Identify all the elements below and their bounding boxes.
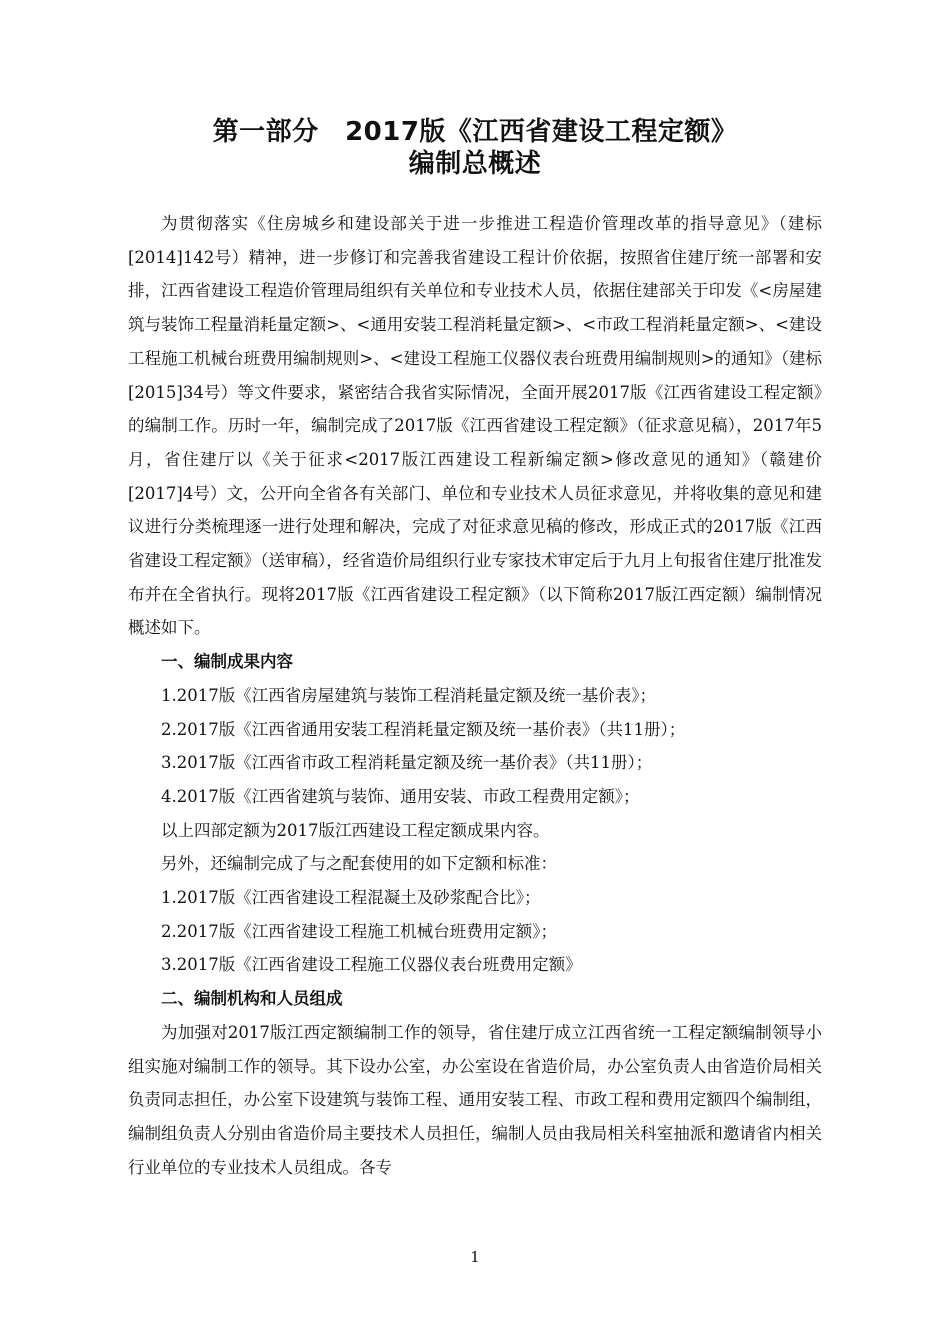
section-1-item-4: 4.2017版《江西省建筑与装饰、通用安装、市政工程费用定额》； bbox=[161, 786, 640, 806]
section-1-item-3: 3.2017版《江西省市政工程消耗量定额及统一基价表》（共11册）； bbox=[161, 753, 653, 773]
section-1-extra-item-1: 1.2017版《江西省建设工程混凝土及砂浆配合比》； bbox=[161, 888, 541, 908]
section-1-extra-intro: 另外，还编制完成了与之配套使用的如下定额和标准： bbox=[161, 854, 557, 874]
section-1-item-2: 2.2017版《江西省通用安装工程消耗量定额及统一基价表》（共11册）； bbox=[161, 719, 686, 739]
section-1-summary: 以上四部定额为2017版江西建设工程定额成果内容。 bbox=[161, 820, 550, 840]
document-title-line-2: 编制总概述 bbox=[408, 149, 542, 179]
document-title-line-1: 第一部分 2017版《江西省建设工程定额》 bbox=[212, 117, 738, 147]
section-2-heading: 二、编制机构和人员组成 bbox=[161, 989, 343, 1009]
section-1-extra-item-2: 2.2017版《江西省建设工程施工机械台班费用定额》； bbox=[161, 921, 557, 941]
page-number: 1 bbox=[470, 1248, 480, 1266]
document-body bbox=[128, 207, 822, 1184]
intro-paragraph: 为贯彻落实《住房城乡和建设部关于进一步推进工程造价管理改革的指导意见》（建标[2014]142号）精神，进一步修订和完善我省建设工程计价依据，按照省住建厅统一部署和安排，江西省建设工程造价管理局组织有关单位和专业技术人员，依据住建部关于印发《<房屋建筑与装饰工程量消耗量定额>、<通用安装工程消耗量定额>、<市政工程消耗量定额>、<建设工程施工机械台班费用编制规则>、<建设工程施工仪器仪表台班费用编制规则>的通知》（建标[2015]34号）等文件要求，紧密结合我省实际情况，全面开展2017版《江西省建设工程定额》的编制工作。历时一年，编制完成了2017版《江西省建设工程定额》（征求意见稿），2017年5月，省住建厅以《关于征求<2017版江西建设工程新编定额>修改意见的通知》（赣建价[2017]4号）文，公开向全省各有关部门、单位和专业技术人员征求意见，并将收集的意见和建议进行分类梳理逐一进行处理和解决，完成了对征求意见稿的修改，形成正式的2017版《江西省建设工程定额》（送审稿），经省造价局组织行业专家技术审定后于九月上旬报省住建厅批准发布并在全省执行。现将2017版《江西省建设工程定额》（以下简称2017版江西定额）编制情况概述如下。 bbox=[128, 214, 822, 638]
section-1-item-1: 1.2017版《江西省房屋建筑与装饰工程消耗量定额及统一基价表》； bbox=[161, 685, 656, 705]
section-1-extra-item-3: 3.2017版《江西省建设工程施工仪器仪表台班费用定额》 bbox=[161, 955, 582, 975]
section-2-paragraph: 为加强对2017版江西定额编制工作的领导，省住建厅成立江西省统一工程定额编制领导小组实施对编制工作的领导。其下设办公室，办公室设在省造价局，办公室负责人由省造价局相关负责同志担任，办公室下设建筑与装饰工程、通用安装工程、市政工程和费用定额四个编制组，编制组负责人分别由省造价局主要技术人员担任，编制人员由我局相关科室抽派和邀请省内相关行业单位的专业技术人员组成。各专 bbox=[128, 1022, 822, 1177]
section-1-heading: 一、编制成果内容 bbox=[161, 652, 293, 672]
